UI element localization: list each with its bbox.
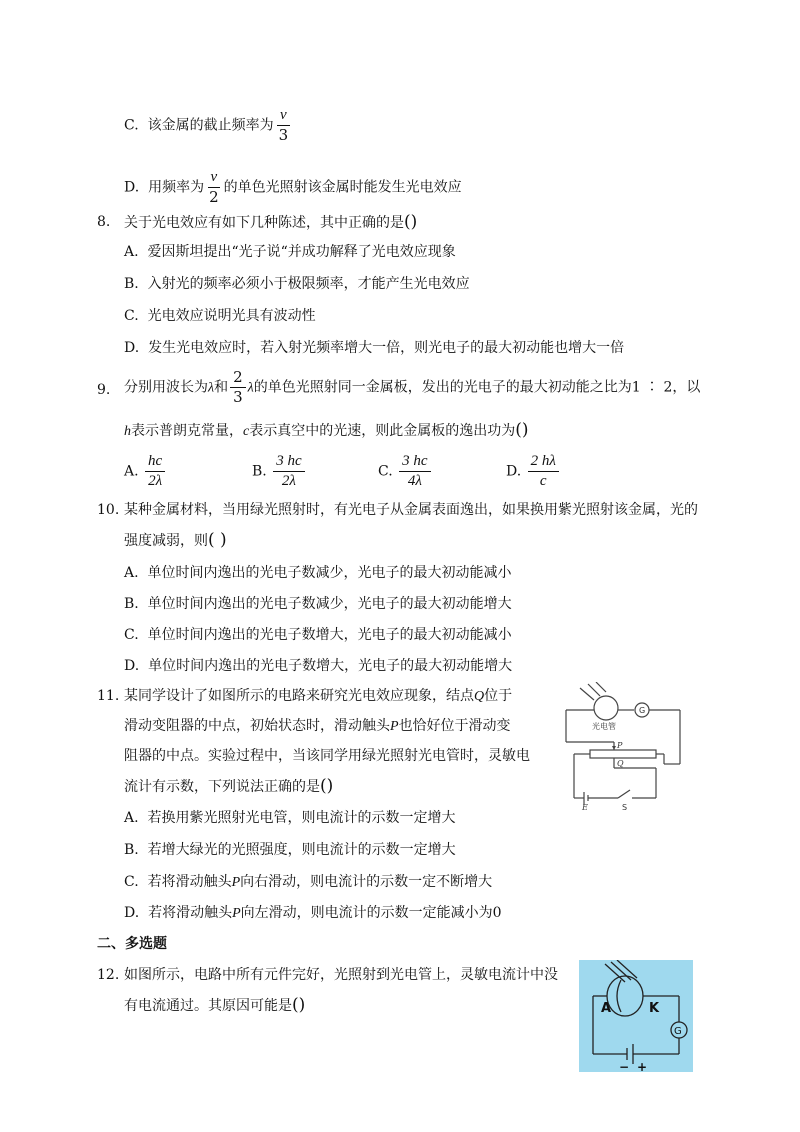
- option-letter: B.: [252, 463, 267, 480]
- frac-denominator: 2λ: [148, 473, 163, 489]
- answer-paren: (): [320, 776, 334, 796]
- q8-option-d: [124, 338, 624, 358]
- option-letter: B.: [124, 596, 139, 612]
- stem-text: 滑动变阻器的中点，初始状态时，滑动触头: [124, 718, 390, 734]
- q12-stem-line1: 如图所示，电路中所有元件完好，光照射到光电管上，灵敏电流计中没: [124, 967, 558, 983]
- fig-label-plus: +: [637, 1060, 648, 1072]
- answer-paren: (): [404, 212, 418, 232]
- q8-number: 8.: [97, 214, 111, 230]
- option-letter: A.: [124, 565, 139, 581]
- option-letter: A.: [124, 244, 139, 260]
- q10-option-a: [124, 563, 511, 583]
- q9-option-b: [252, 454, 307, 489]
- frac-denominator: 3: [278, 126, 289, 144]
- q8-option-c: [124, 306, 316, 326]
- fig-label-q: Q: [617, 759, 624, 768]
- h-symbol: h: [124, 424, 131, 439]
- fraction: [528, 454, 559, 489]
- frac-numerator: 2: [230, 370, 246, 388]
- frac-denominator: 4λ: [407, 473, 422, 489]
- option-letter: A.: [124, 810, 139, 826]
- q9-number: 9.: [97, 382, 111, 398]
- light-ray: [588, 684, 600, 696]
- fig-label-tube: 光电管: [592, 722, 616, 731]
- section-title: 二、多选题: [97, 936, 167, 952]
- frac-numerator: hc: [145, 454, 165, 472]
- option-text: 单位时间内逸出的光电子数增大，光电子的最大初动能减小: [147, 627, 512, 643]
- stem-text: 位于: [484, 688, 513, 704]
- option-letter: D.: [124, 905, 140, 921]
- fraction: [276, 108, 292, 143]
- q8-option-b: [124, 274, 470, 294]
- answer-paren: ( ): [208, 530, 227, 550]
- fig-label-e: E: [582, 803, 588, 810]
- lambda-symbol: λ: [208, 380, 215, 396]
- frac-numerator: v: [208, 170, 221, 188]
- q10-option-c: [124, 625, 512, 645]
- q12-circuit-figure: [579, 960, 693, 1072]
- q10-number: 10.: [97, 502, 120, 518]
- frac-denominator: 2: [209, 188, 219, 206]
- fraction: [273, 454, 304, 489]
- frac-denominator: 3: [233, 388, 243, 406]
- option-letter: B.: [124, 276, 139, 292]
- fig-label-minus: −: [619, 1060, 630, 1072]
- frac-denominator: 2λ: [281, 473, 296, 489]
- q9-stem-line2: [124, 420, 528, 442]
- option-letter: C.: [378, 463, 393, 480]
- option-text: 的单色光照射该金属时能发生光电效应: [223, 179, 462, 196]
- q11-stem-line2: [124, 716, 511, 737]
- q11-stem-line1: [124, 686, 512, 707]
- option-text: 向右滑动，则电流计的示数一定不断增大: [240, 874, 493, 890]
- option-text: 单位时间内逸出的光电子数减少，光电子的最大初动能增大: [147, 596, 512, 612]
- option-text: 若将滑动触头: [147, 874, 232, 890]
- option-text: 发生光电效应时，若入射光频率增大一倍，则光电子的最大初动能也增大一倍: [148, 340, 625, 356]
- stem-text: 表示普朗克常量，: [131, 423, 243, 439]
- q11-option-a: [124, 808, 455, 828]
- q11-option-d: [124, 903, 502, 924]
- fig-label-s: S: [622, 803, 628, 810]
- stem-text: 和: [214, 379, 229, 396]
- option-letter: D.: [124, 179, 140, 196]
- option-text: 光电效应说明光具有波动性: [147, 308, 316, 324]
- switch-icon: [618, 790, 630, 798]
- q10-option-d: [124, 656, 512, 676]
- p-symbol: P: [232, 906, 241, 921]
- frac-numerator: 2 hλ: [528, 454, 559, 472]
- option-letter: B.: [124, 842, 139, 858]
- q10-stem-line1: 某种金属材料，当用绿光照射时，有光电子从金属表面逸出，如果换用紫光照射该金属，光的: [124, 502, 698, 518]
- option-text: 入射光的频率必须小于极限频率，才能产生光电效应: [147, 276, 470, 292]
- option-letter: D.: [124, 340, 140, 356]
- stem-text: 有电流通过。其原因可能是: [124, 998, 292, 1014]
- option-text: 单位时间内逸出的光电子数减少，光电子的最大初动能减小: [147, 565, 512, 581]
- option-letter: D.: [124, 658, 140, 674]
- stem-text: 的单色光照射同一金属板，发出的光电子的最大初动能之比为: [253, 379, 632, 396]
- answer-paren: (): [515, 420, 529, 440]
- q11-option-b: [124, 840, 456, 860]
- stem-text: 强度减弱，则: [124, 533, 208, 549]
- stem-text: 表示真空中的光速，则此金属板的逸出功为: [249, 423, 516, 439]
- option-text: 若将滑动触头: [148, 905, 233, 921]
- fraction: [399, 454, 430, 489]
- option-text: 该金属的截止频率为: [147, 117, 274, 134]
- stem-text: 分别用波长为: [124, 379, 208, 396]
- option-letter: C.: [124, 874, 139, 890]
- fig-label-g: G: [674, 1026, 682, 1037]
- stem-text: 也恰好位于滑动变: [398, 718, 511, 734]
- fig-label-g: G: [639, 706, 646, 715]
- frac-numerator: v: [277, 108, 290, 126]
- fig-label-a: A: [601, 1001, 612, 1016]
- frac-numerator: 3 hc: [399, 454, 430, 472]
- phototube-icon: [594, 696, 618, 720]
- answer-paren: (): [292, 995, 306, 1015]
- q8-stem: [124, 212, 417, 233]
- q8-option-a: [124, 242, 456, 262]
- stem-text: 流计有示数，下列说法正确的是: [124, 779, 320, 795]
- fraction: [206, 170, 222, 205]
- c-symbol: c: [243, 424, 250, 439]
- q11-stem-line3: 阻器的中点。实验过程中，当该同学用绿光照射光电管时，灵敏电: [124, 748, 530, 764]
- fig-label-k: K: [649, 1001, 660, 1016]
- q-symbol: Q: [474, 689, 485, 704]
- stem-text: ，以: [672, 379, 701, 396]
- q11-option-c: [124, 872, 492, 893]
- q11-stem-line4: [124, 776, 333, 797]
- stem-text: 关于光电效应有如下几种陈述，其中正确的是: [124, 215, 404, 231]
- q11-number: 11.: [97, 688, 120, 704]
- option-letter: D.: [506, 463, 522, 480]
- rheostat-icon: [590, 750, 656, 758]
- frac-numerator: 3 hc: [273, 454, 304, 472]
- lambda-symbol: λ: [247, 380, 254, 396]
- light-ray: [580, 688, 594, 700]
- option-text: 向左滑动，则电流计的示数一定能减小为0: [240, 905, 502, 921]
- frac-denominator: c: [539, 473, 547, 489]
- option-text: 用频率为: [148, 179, 205, 196]
- option-text: 单位时间内逸出的光电子数增大，光电子的最大初动能增大: [148, 658, 513, 674]
- q10-stem-line2: [124, 530, 227, 551]
- q12-stem-line2: [124, 995, 305, 1016]
- q7-option-c: [124, 108, 293, 143]
- light-ray: [596, 682, 606, 692]
- q9-option-c: [378, 454, 433, 489]
- option-text: 若换用紫光照射光电管，则电流计的示数一定增大: [147, 810, 456, 826]
- stem-text: 某同学设计了如图所示的电路来研究光电效应现象，结点: [124, 688, 474, 704]
- q9-stem-line1: [124, 370, 700, 405]
- q12-number: 12.: [97, 967, 120, 983]
- q10-option-b: [124, 594, 512, 614]
- option-letter: C.: [124, 627, 139, 643]
- option-letter: C.: [124, 117, 139, 134]
- q9-option-a: [124, 454, 167, 489]
- fig-label-p: P: [617, 741, 623, 750]
- fraction: [145, 454, 165, 489]
- q7-option-d: [124, 170, 462, 205]
- p-symbol: P: [390, 719, 399, 734]
- q9-option-d: [506, 454, 561, 489]
- option-text: 爱因斯坦提出“光子说“并成功解释了光电效应现象: [147, 244, 456, 260]
- option-letter: C.: [124, 308, 139, 324]
- option-letter: A.: [124, 463, 139, 480]
- q11-circuit-figure: [560, 682, 684, 810]
- option-text: 若增大绿光的光照强度，则电流计的示数一定增大: [147, 842, 456, 858]
- ratio: 1 ∶ 2: [631, 379, 673, 396]
- fraction: [230, 370, 246, 405]
- p-symbol: P: [231, 875, 241, 890]
